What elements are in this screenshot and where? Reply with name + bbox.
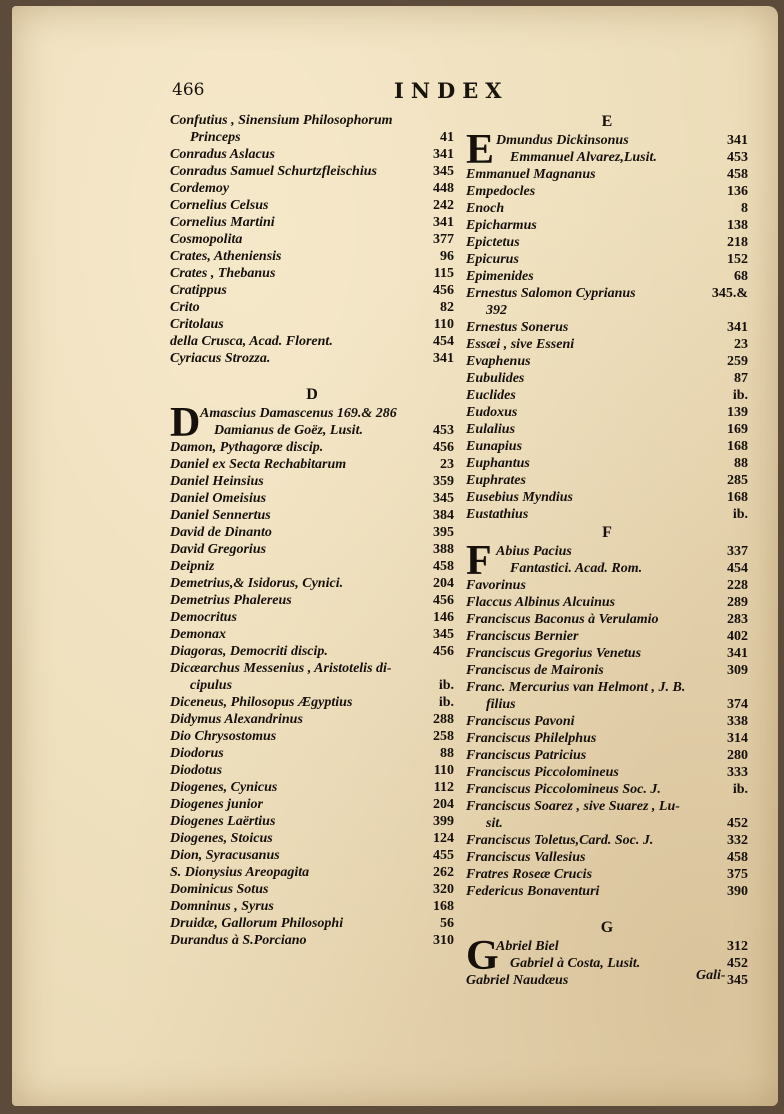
entry-page-ref: 68: [734, 269, 748, 284]
entry-page-ref: 399: [433, 814, 454, 829]
index-entry: [466, 421, 748, 438]
index-entry: [170, 847, 454, 864]
entry-name: Epicurus: [466, 252, 519, 267]
index-entry: [170, 830, 454, 847]
entry-page-ref: 345: [433, 627, 454, 642]
index-entry: [466, 387, 748, 404]
index-entry: [466, 577, 748, 594]
entry-name: Franciscus de Maironis: [466, 663, 604, 678]
index-entry: [170, 813, 454, 830]
entry-name: cipulus: [190, 678, 233, 693]
entry-name: Diodotus: [170, 763, 223, 778]
entry-name: Cornelius Celsus: [170, 198, 269, 213]
index-entry: [170, 350, 454, 367]
entry-page-ref: 456: [433, 593, 454, 608]
index-entry: [170, 129, 454, 146]
entry-name: Franciscus Philelphus: [466, 731, 597, 746]
entry-name: Federicus Bonaventuri: [466, 884, 600, 899]
drop-cap-initial: D: [170, 400, 201, 446]
index-entry: [466, 798, 748, 815]
entry-page-ref: 454: [433, 334, 454, 349]
section-gap: [170, 367, 454, 385]
index-entry: [170, 439, 454, 456]
index-entry: [170, 490, 454, 507]
entry-page-ref: ib.: [732, 388, 748, 403]
entry-name: Druidæ, Gallorum Philosophi: [170, 916, 344, 931]
index-entry: [170, 745, 454, 762]
entry-name: Diogenes, Stoicus: [170, 831, 273, 846]
index-entry: [170, 558, 454, 575]
entry-name: Dio Chrysostomus: [170, 729, 277, 744]
entry-page-ref: 341: [433, 215, 454, 230]
index-entry: [466, 730, 748, 747]
entry-page-ref: 341: [433, 147, 454, 162]
index-entry: [466, 370, 748, 387]
index-entry: [170, 214, 454, 231]
entry-name: filius: [486, 697, 516, 712]
entry-name: Ernestus Salomon Cyprianus: [466, 286, 636, 301]
entry-page-ref: 341: [727, 646, 748, 661]
entry-page-ref: 82: [440, 300, 454, 315]
index-entry: [170, 112, 454, 129]
index-entry: [466, 319, 748, 336]
entry-page-ref: 262: [433, 865, 454, 880]
entry-page-ref: 283: [727, 612, 748, 627]
index-entry: [170, 299, 454, 316]
entry-page-ref: 320: [433, 882, 454, 897]
entry-page-ref: 375: [727, 867, 748, 882]
index-entry: [466, 302, 748, 319]
entry-page-ref: 345.&: [711, 286, 748, 301]
index-entry: [170, 316, 454, 333]
entry-name: Cornelius Martini: [170, 215, 275, 230]
entry-page-ref: 242: [433, 198, 454, 213]
entry-name: Epicharmus: [466, 218, 537, 233]
right-index-column: [466, 112, 748, 989]
entry-name: Dmundus Dickinsonus: [496, 133, 629, 148]
index-entry: [466, 285, 748, 302]
entry-name: Euphantus: [466, 456, 530, 471]
entry-page-ref: 152: [727, 252, 748, 267]
entry-name: Fantastici. Acad. Rom.: [510, 561, 643, 576]
entry-name: Evaphenus: [466, 354, 531, 369]
entry-name: Franciscus Patricius: [466, 748, 587, 763]
entry-page-ref: 374: [727, 697, 748, 712]
index-entry: [466, 438, 748, 455]
index-entry: [170, 779, 454, 796]
index-entry: [466, 764, 748, 781]
index-entry: [466, 883, 748, 900]
index-entry: [170, 507, 454, 524]
index-entry: [466, 183, 748, 200]
index-entry: [170, 609, 454, 626]
entry-page-ref: 168: [727, 439, 748, 454]
index-entry: [170, 864, 454, 881]
entry-name: Franciscus Soarez , sive Suarez , Lu-: [466, 799, 680, 814]
index-entry: [466, 696, 748, 713]
entry-name: Deipniz: [170, 559, 215, 574]
index-entry: [466, 866, 748, 883]
entry-name: Eusebius Myndius: [466, 490, 573, 505]
entry-page-ref: 452: [727, 816, 748, 831]
entry-name: Confutius , Sinensium Philosophorum: [170, 113, 393, 128]
entry-page-ref: 23: [440, 457, 454, 472]
entry-name: Empedocles: [466, 184, 536, 199]
entry-name: Diogenes junior: [170, 797, 263, 812]
drop-cap-initial: G: [466, 933, 499, 979]
entry-name: 392: [486, 303, 507, 318]
entry-page-ref: 288: [433, 712, 454, 727]
entry-name: Euclides: [466, 388, 516, 403]
entry-name: Princeps: [190, 130, 241, 145]
index-entry: [466, 679, 748, 696]
index-entry: [466, 815, 748, 832]
index-entry: [466, 628, 748, 645]
entry-page-ref: 456: [433, 440, 454, 455]
entry-name: Demonax: [170, 627, 226, 642]
entry-page-ref: 332: [727, 833, 748, 848]
index-entry: [466, 149, 748, 166]
entry-page-ref: ib.: [732, 782, 748, 797]
entry-name: Franciscus Baconus à Verulamio: [466, 612, 659, 627]
section-gap: [466, 900, 748, 918]
entry-name: Franciscus Vallesius: [466, 850, 586, 865]
index-entry: [170, 711, 454, 728]
section-letter: E: [601, 113, 613, 130]
section-letter: F: [602, 524, 612, 541]
index-entry: [466, 166, 748, 183]
entry-name: Democritus: [170, 610, 237, 625]
entry-name: Dicæarchus Messenius , Aristotelis di-: [170, 661, 392, 676]
entry-page-ref: 139: [727, 405, 748, 420]
entry-page-ref: 280: [727, 748, 748, 763]
entry-page-ref: 388: [433, 542, 454, 557]
entry-page-ref: 377: [433, 232, 454, 247]
index-entry: [466, 472, 748, 489]
entry-name: Diodorus: [170, 746, 224, 761]
entry-name: sit.: [486, 816, 503, 831]
entry-name: S. Dionysius Areopagita: [170, 865, 310, 880]
entry-name: Daniel ex Secta Rechabitarum: [170, 457, 347, 472]
entry-page-ref: 23: [734, 337, 748, 352]
entry-page-ref: 218: [727, 235, 748, 250]
entry-page-ref: 314: [727, 731, 748, 746]
index-entry: [170, 677, 454, 694]
index-entry: [170, 282, 454, 299]
index-entry: [170, 265, 454, 282]
entry-name: Dominicus Sotus: [170, 882, 269, 897]
entry-page-ref: 87: [734, 371, 748, 386]
entry-page-ref: 88: [440, 746, 454, 761]
entry-page-ref: 110: [433, 317, 454, 332]
entry-page-ref: 124: [433, 831, 454, 846]
entry-page-ref: 204: [433, 797, 454, 812]
index-entry: [466, 268, 748, 285]
entry-page-ref: 228: [727, 578, 748, 593]
index-entry: [170, 541, 454, 558]
entry-page-ref: 458: [727, 167, 748, 182]
entry-page-ref: 285: [727, 473, 748, 488]
entry-page-ref: 8: [741, 201, 748, 216]
index-entry: [466, 594, 748, 611]
entry-page-ref: 312: [727, 939, 748, 954]
entry-page-ref: 168: [433, 899, 454, 914]
index-entry: [170, 248, 454, 265]
entry-name: Diceneus, Philosopus Ægyptius: [170, 695, 353, 710]
entry-name: Crito: [170, 300, 200, 315]
entry-page-ref: 146: [433, 610, 454, 625]
entry-page-ref: 455: [433, 848, 454, 863]
entry-page-ref: 384: [433, 508, 454, 523]
entry-page-ref: 41: [440, 130, 454, 145]
entry-page-ref: 402: [727, 629, 748, 644]
index-entry: [170, 524, 454, 541]
entry-page-ref: 338: [727, 714, 748, 729]
index-entry: [170, 422, 454, 439]
index-entry: [466, 645, 748, 662]
book-page: [12, 6, 778, 1106]
entry-name: Daniel Omeisius: [170, 491, 267, 506]
entry-page-ref: 390: [727, 884, 748, 899]
entry-name: Durandus à S.Porciano: [170, 933, 307, 948]
entry-name: Franc. Mercurius van Helmont , J. B.: [466, 680, 686, 695]
entry-page-ref: 456: [433, 283, 454, 298]
section-letter: G: [600, 919, 614, 936]
entry-page-ref: 309: [727, 663, 748, 678]
entry-name: David Gregorius: [170, 542, 267, 557]
index-entry: [170, 575, 454, 592]
entry-name: Damon, Pythagoræ discip.: [170, 440, 324, 455]
entry-name: Conradus Aslacus: [170, 147, 275, 162]
index-entry: [170, 146, 454, 163]
index-entry: [466, 832, 748, 849]
entry-page-ref: 458: [727, 850, 748, 865]
entry-page-ref: 341: [727, 133, 748, 148]
entry-name: Dion, Syracusanus: [170, 848, 280, 863]
entry-name: Franciscus Bernier: [466, 629, 579, 644]
entry-name: Daniel Sennertus: [170, 508, 271, 523]
index-entry: [170, 626, 454, 643]
entry-name: Franciscus Pavoni: [466, 714, 575, 729]
entry-name: Eulalius: [466, 422, 516, 437]
entry-name: Daniel Heinsius: [170, 474, 264, 489]
index-entry: [466, 747, 748, 764]
index-entry: [170, 180, 454, 197]
entry-page-ref: 395: [433, 525, 454, 540]
index-entry: [466, 781, 748, 798]
index-entry: [170, 728, 454, 745]
index-entry: [466, 662, 748, 679]
index-entry: [466, 713, 748, 730]
entry-name: Cordemoy: [170, 181, 230, 196]
index-entry: [170, 694, 454, 711]
entry-page-ref: 259: [727, 354, 748, 369]
entry-page-ref: 88: [734, 456, 748, 471]
index-entry: [466, 506, 748, 523]
index-entry: [466, 234, 748, 251]
entry-name: Crates , Thebanus: [170, 266, 276, 281]
entry-name: Abius Pacius: [496, 544, 572, 559]
entry-name: Abriel Biel: [496, 939, 559, 954]
index-entry: [170, 660, 454, 677]
index-entry: [170, 456, 454, 473]
entry-name: Gabriel à Costa, Lusit.: [510, 956, 641, 971]
entry-name: Domninus , Syrus: [170, 899, 274, 914]
entry-page-ref: 454: [727, 561, 748, 576]
index-entry: [170, 197, 454, 214]
entry-page-ref: 448: [433, 181, 454, 196]
entry-page-ref: 310: [433, 933, 454, 948]
page-number: 466: [172, 80, 205, 100]
index-entry: [466, 560, 748, 577]
entry-page-ref: 345: [727, 973, 748, 988]
entry-page-ref: 204: [433, 576, 454, 591]
entry-page-ref: 115: [433, 266, 454, 281]
entry-name: Crates, Atheniensis: [170, 249, 282, 264]
entry-name: Franciscus Piccolomineus: [466, 765, 619, 780]
index-entry: [170, 163, 454, 180]
index-entry: [466, 849, 748, 866]
entry-name: Eubulides: [466, 371, 525, 386]
entry-page-ref: 341: [433, 351, 454, 366]
entry-page-ref: 345: [433, 491, 454, 506]
entry-name: David de Dinanto: [170, 525, 272, 540]
entry-page-ref: 138: [727, 218, 748, 233]
entry-name: Didymus Alexandrinus: [170, 712, 303, 727]
entry-page-ref: 112: [433, 780, 454, 795]
entry-name: Diagoras, Democriti discip.: [170, 644, 328, 659]
entry-page-ref: 345: [433, 164, 454, 179]
entry-name: Demetrius,& Isidorus, Cynici.: [170, 576, 344, 591]
index-entry: [170, 915, 454, 932]
entry-name: Euphrates: [466, 473, 526, 488]
entry-name: Epimenides: [466, 269, 534, 284]
catchword: Gali-: [696, 968, 726, 983]
page-header: [12, 78, 778, 106]
index-entry: [170, 643, 454, 660]
entry-name: Fratres Roseæ Crucis: [466, 867, 593, 882]
left-index-column: [170, 112, 454, 949]
entry-page-ref: 289: [727, 595, 748, 610]
entry-page-ref: 110: [433, 763, 454, 778]
entry-page-ref: 453: [433, 423, 454, 438]
entry-page-ref: 168: [727, 490, 748, 505]
entry-name: Conradus Samuel Schurtzfleischius: [170, 164, 377, 179]
entry-name: Favorinus: [466, 578, 526, 593]
entry-name: Cosmopolita: [170, 232, 243, 247]
index-entry: [170, 881, 454, 898]
index-title: INDEX: [394, 78, 509, 103]
entry-page-ref: ib.: [438, 695, 454, 710]
entry-page-ref: 258: [433, 729, 454, 744]
entry-name: Emmanuel Magnanus: [466, 167, 596, 182]
index-entry: [170, 333, 454, 350]
entry-name: Cratippus: [170, 283, 227, 298]
index-entry: [170, 231, 454, 248]
entry-name: Franciscus Gregorius Venetus: [466, 646, 642, 661]
entry-name: Eudoxus: [466, 405, 518, 420]
index-entry: [170, 473, 454, 490]
entry-page-ref: 96: [440, 249, 454, 264]
drop-cap-initial: F: [466, 538, 492, 584]
entry-name: Gabriel Naudæus: [466, 973, 569, 988]
index-entry: [466, 200, 748, 217]
entry-name: Essæi , sive Esseni: [466, 337, 575, 352]
index-entry: [466, 611, 748, 628]
entry-name: Emmanuel Alvarez,Lusit.: [510, 150, 657, 165]
entry-name: della Crusca, Acad. Florent.: [170, 334, 333, 349]
entry-page-ref: 333: [727, 765, 748, 780]
entry-name: Diogenes Laërtius: [170, 814, 276, 829]
entry-page-ref: ib.: [438, 678, 454, 693]
entry-name: Franciscus Piccolomineus Soc. J.: [466, 782, 661, 797]
drop-cap-initial: E: [466, 127, 495, 173]
entry-page-ref: 458: [433, 559, 454, 574]
entry-page-ref: 452: [727, 956, 748, 971]
index-entry: [466, 353, 748, 370]
entry-page-ref: 359: [433, 474, 454, 489]
index-entry: [170, 796, 454, 813]
entry-name: Critolaus: [170, 317, 224, 332]
entry-name: Diogenes, Cynicus: [170, 780, 278, 795]
index-entry: [170, 762, 454, 779]
entry-page-ref: 337: [727, 544, 748, 559]
entry-page-ref: 341: [727, 320, 748, 335]
entry-page-ref: 453: [727, 150, 748, 165]
entry-name: Ernestus Sonerus: [466, 320, 569, 335]
entry-name: Franciscus Toletus,Card. Soc. J.: [466, 833, 654, 848]
entry-name: Amascius Damascenus 169.& 286: [200, 406, 397, 421]
index-entry: [466, 336, 748, 353]
section-letter: D: [306, 386, 318, 403]
entry-name: Damianus de Goëz, Lusit.: [214, 423, 363, 438]
index-entry: [170, 898, 454, 915]
index-entry: [466, 251, 748, 268]
entry-name: Cyriacus Strozza.: [170, 351, 271, 366]
entry-page-ref: 169: [727, 422, 748, 437]
entry-page-ref: 136: [727, 184, 748, 199]
entry-name: Enoch: [466, 201, 505, 216]
entry-name: Eustathius: [466, 507, 529, 522]
index-entry: [466, 455, 748, 472]
index-entry: [466, 489, 748, 506]
index-entry: [170, 932, 454, 949]
entry-name: Eunapius: [466, 439, 523, 454]
entry-name: Flaccus Albinus Alcuinus: [466, 595, 616, 610]
entry-page-ref: 56: [440, 916, 454, 931]
index-entry: [466, 404, 748, 421]
index-entry: [170, 592, 454, 609]
entry-name: Epictetus: [466, 235, 520, 250]
entry-page-ref: ib.: [732, 507, 748, 522]
index-entry: [466, 217, 748, 234]
entry-page-ref: 456: [433, 644, 454, 659]
entry-name: Demetrius Phalereus: [170, 593, 292, 608]
